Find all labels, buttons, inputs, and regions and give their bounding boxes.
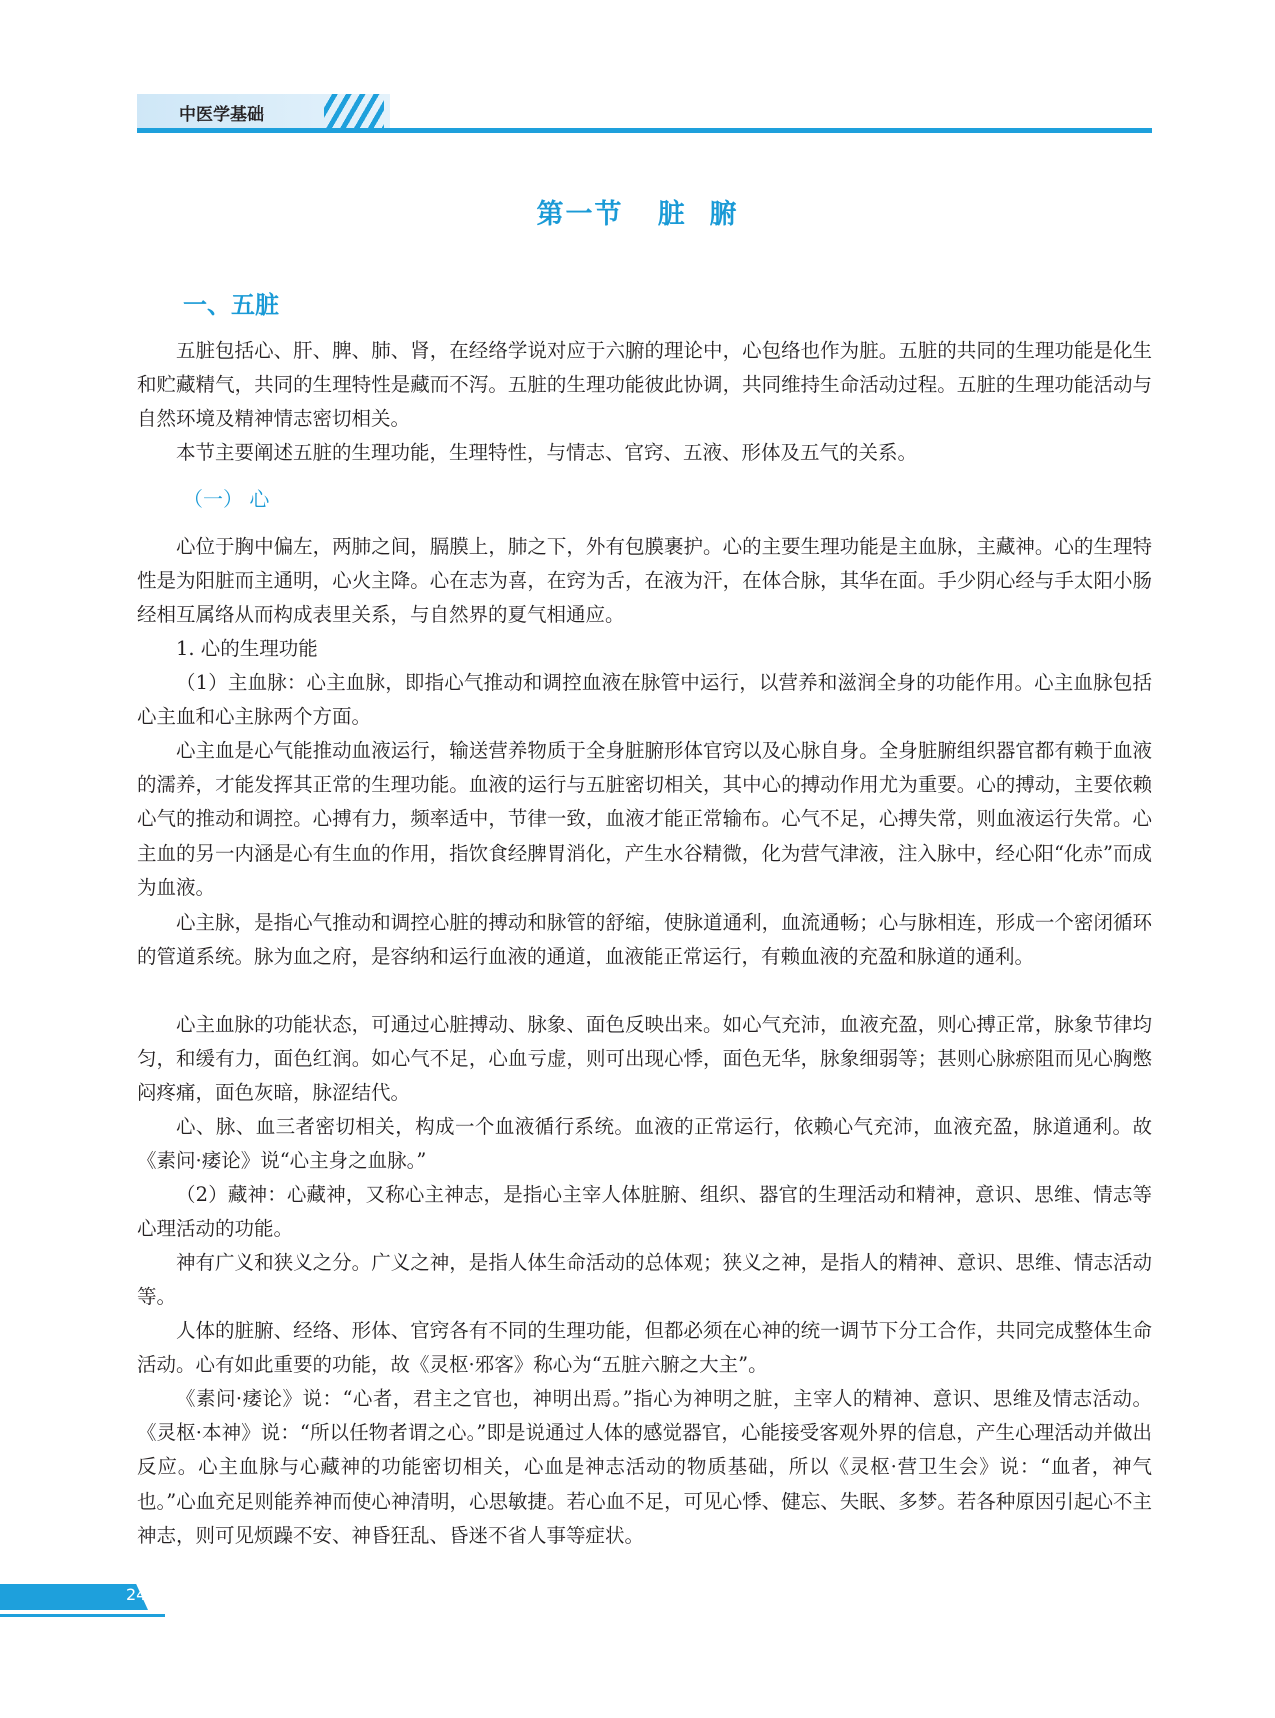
heart-paragraph-blood-vessels: （1）主血脉：心主血脉，即指心气推动和调控血液在脉管中运行，以营养和滋润全身的功能作用。心主血脉包括心主血和心主脉两个方面。 [137, 671, 1152, 729]
intro-paragraph-2: 本节主要阐述五脏的生理功能，生理特性，与情志、官窍、五液、形体及五气的关系。 [176, 441, 918, 464]
header-rule [137, 128, 1152, 133]
heart-paragraph-organs: 人体的脏腑、经络、形体、官窍各有不同的生理功能，但都必须在心神的统一调节下分工合作，共同完成整体生命活动。心有如此重要的功能，故《灵枢·邪客》称心为“五脏六腑之大主”。 [137, 1319, 1152, 1377]
section-title: 第一节 脏 腑 [536, 199, 739, 230]
heart-paragraph-spirit: （2）藏神：心藏神，又称心主神志，是指心主宰人体脏腑、组织、器官的生理活动和精神，意识、思维、情志等心理活动的功能。 [137, 1183, 1152, 1241]
heart-paragraph-state: 心主血脉的功能状态，可通过心脏搏动、脉象、面色反映出来。如心气充沛，血液充盈，则心搏正常，脉象节律均匀，和缓有力，面色红润。如心气不足，心血亏虚，则可出现心悸，面色无华，脉象细弱等；甚则心脉瘀阻而见心胸憋闷疼痛，面色灰暗，脉涩结代。 [137, 1013, 1152, 1105]
heart-paragraph-blood: 心主血是心气能推动血液运行，输送营养物质于全身脏腑形体官窍以及心脉自身。全身脏腑组织器官都有赖于血液的濡养，才能发挥其正常的生理功能。血液的运行与五脏密切相关，其中心的搏动作用尤为重要。心的搏动，主要依赖心气的推动和调控。心搏有力，频率适中，节律一致，血液才能正常输布。心气不足，心搏失常，则血液运行失常。心主血的另一内涵是心有生血的作用，指饮食经脾胃消化，产生水谷精微，化为营气津液，注入脉中，经心阳“化赤”而成为血液。 [137, 739, 1152, 899]
heart-paragraph-classics: 《素问·痿论》说：“心者，君主之官也，神明出焉。”指心为神明之脏，主宰人的精神、意识、思维及情志活动。《灵枢·本神》说：“所以任物者谓之心。”即是说通过人体的感觉器官，心能接受客观外界的信息，产生心理活动并做出反应。心主血脉与心藏神的功能密切相关，心血是神志活动的物质基础，所以《灵枢·营卫生会》说：“血者，神气也。”心血充足则能养神而使心神清明，心思敏捷。若心血不足，可见心悸、健忘、失眠、多梦。若各种原因引起心不主神志，则可见烦躁不安、神昏狂乱、昏迷不省人事等症状。 [137, 1387, 1152, 1547]
header-stripes-decoration [324, 94, 384, 128]
heading-heart: （一） 心 [183, 487, 270, 511]
heading-five-organs: 一、五脏 [183, 291, 279, 319]
intro-paragraph-1: 五脏包括心、肝、脾、肺、肾，在经络学说对应于六腑的理论中，心包络也作为脏。五脏的共同的生理功能是化生和贮藏精气，共同的生理特性是藏而不泻。五脏的生理功能彼此协调，共同维持生命活动过程。五脏的生理功能活动与自然环境及精神情志密切相关。 [137, 339, 1152, 431]
heart-subheading-functions: 1. 心的生理功能 [176, 637, 318, 660]
heart-paragraph-spirit-types: 神有广义和狭义之分。广义之神，是指人体生命活动的总体观；狭义之神，是指人的精神、意识、思维、情志活动等。 [137, 1251, 1152, 1309]
heart-paragraph-circulation: 心、脉、血三者密切相关，构成一个血液循行系统。血液的正常运行，依赖心气充沛，血液充盈，脉道通利。故《素问·痿论》说“心主身之血脉。” [137, 1115, 1152, 1173]
heart-paragraph-1: 心位于胸中偏左，两肺之间，膈膜上，肺之下，外有包膜裹护。心的主要生理功能是主血脉，主藏神。心的生理特性是为阳脏而主通明，心火主降。心在志为喜，在窍为舌，在液为汗，在体合脉，其华在面。手少阴心经与手太阳小肠经相互属络从而构成表里关系，与自然界的夏气相通应。 [137, 535, 1152, 627]
book-title: 中医学基础 [179, 105, 264, 125]
page-number: 24 [126, 1585, 147, 1604]
running-header-tab [137, 94, 390, 128]
footer-rule [0, 1614, 165, 1617]
heart-paragraph-vessels: 心主脉，是指心气推动和调控心脏的搏动和脉管的舒缩，使脉道通利，血流通畅；心与脉相连，形成一个密闭循环的管道系统。脉为血之府，是容纳和运行血液的通道，血液能正常运行，有赖血液的充盈和脉道的通利。 [137, 911, 1152, 969]
